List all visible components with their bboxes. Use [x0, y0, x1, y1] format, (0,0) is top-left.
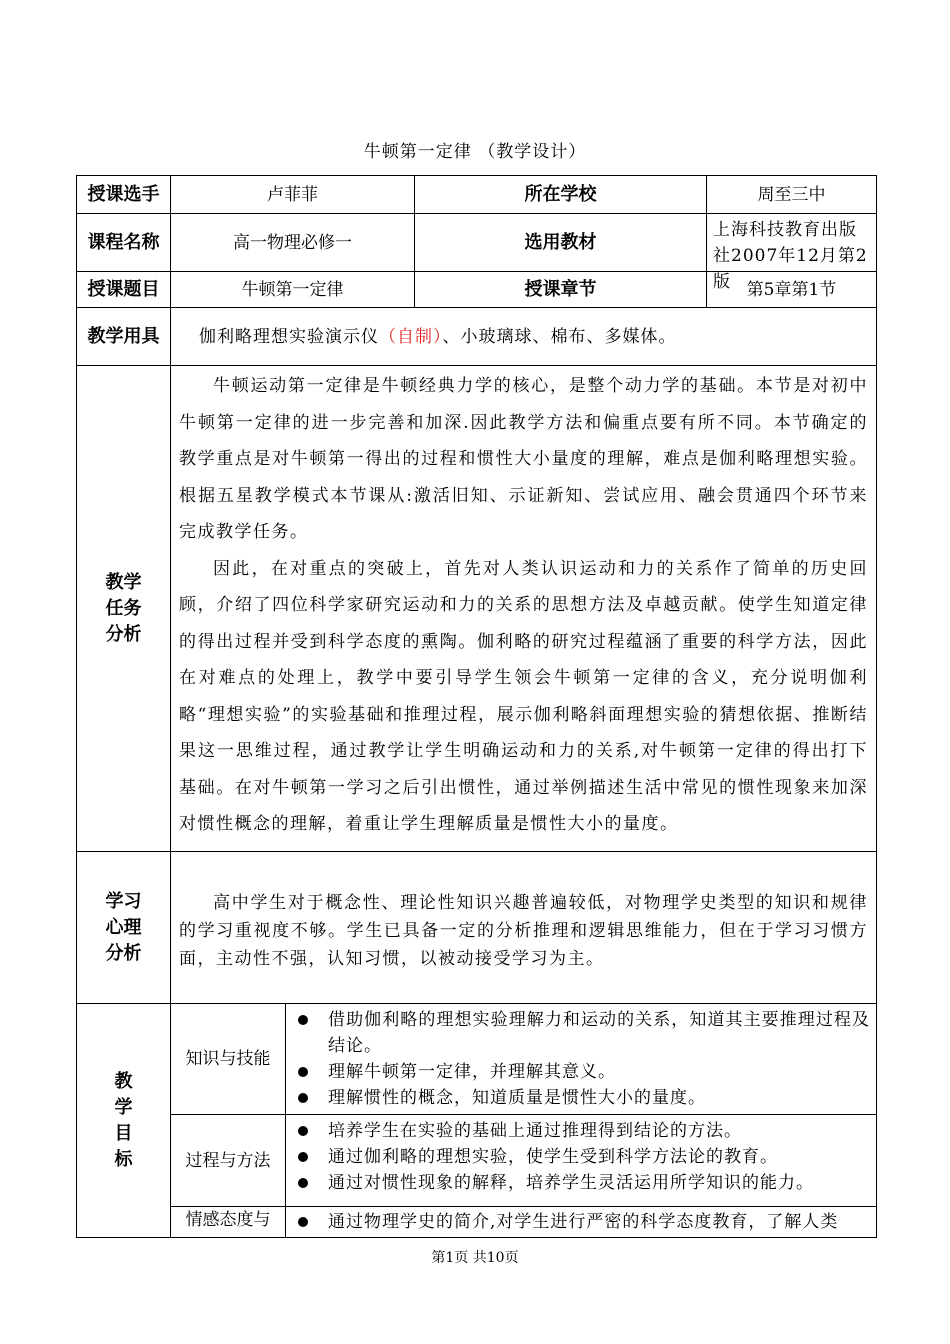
task-paragraph-2: 因此，在对重点的突破上，首先对人类认识运动和力的关系作了简单的历史回顾，介绍了四位科学家研究运动和力的关系的思想方法及卓越贡献。使学生知道定律的得出过程并受到科学态度的熏陶。伽利略的研究过程蕴涵了重要的科学方法，因此在对难点的处理上，教学中要引导学生领会牛顿第一定律的含义，充分说明伽利略“理想实验”的实验基础和推理过程，展示伽利略斜面理想实验的猜想依据、推断结果这一思维过程，通过教学让学生明确运动和力的关系,对牛顿第一定律的得出打下基础。在对牛顿第一学习之后引出惯性，通过举例描述生活中常见的惯性现象来加深对惯性概念的理解，着重让学生理解质量是惯性大小的量度。 — [179, 558, 868, 834]
list-item: 通过物理学史的简介,对学生进行严密的科学态度教育，了解人类 — [294, 1209, 870, 1235]
value-school: 周至三中 — [707, 176, 877, 214]
list-item: 理解牛顿第一定律，并理解其意义。 — [294, 1059, 870, 1085]
label-textbook: 选用教材 — [415, 214, 707, 272]
row-topic — [77, 272, 877, 308]
document-title: 牛顿第一定律 （教学设计） — [363, 142, 587, 162]
row-task-analysis — [77, 366, 877, 852]
list-item: 借助伽利略的理想实验理解力和运动的关系，知道其主要推理过程及结论。 — [294, 1007, 870, 1059]
label-course: 课程名称 — [77, 214, 171, 272]
value-chapter: 第5章第1节 — [707, 272, 877, 308]
bullet-icon — [298, 1015, 308, 1025]
label-chapter: 授课章节 — [415, 272, 707, 308]
psych-paragraph: 高中学生对于概念性、理论性知识兴趣普遍较低，对物理学史类型的知识和规律的学习重视度不够。学生已具备一定的分析推理和逻辑思维能力，但在于学习习惯方面，主动性不强，认知习惯，以被动接受学习为主。 — [179, 892, 868, 969]
label-topic: 授课题目 — [77, 272, 171, 308]
list-item: 通过伽利略的理想实验，使学生受到科学方法论的教育。 — [294, 1144, 870, 1170]
knowledge-goals-list — [286, 1004, 876, 1114]
value-course: 高一物理必修一 — [171, 214, 415, 272]
row-goal-process — [77, 1115, 877, 1207]
value-textbook: 上海科技教育出版社2007年12月第2版 — [713, 219, 868, 292]
label-emotion-attitude: 情感态度与 — [171, 1207, 286, 1238]
value-teacher: 卢菲菲 — [171, 176, 415, 214]
list-item: 理解惯性的概念，知道质量是惯性大小的量度。 — [294, 1085, 870, 1111]
bullet-icon — [298, 1178, 308, 1188]
value-tools-cell — [171, 308, 877, 366]
bullet-icon — [298, 1217, 308, 1227]
row-course — [77, 214, 877, 272]
row-goal-emotion — [77, 1207, 877, 1238]
bullet-icon — [298, 1152, 308, 1162]
row-psych-analysis — [77, 852, 877, 1004]
tools-text-rest: 、小玻璃球、棉布、多媒体。 — [442, 326, 677, 347]
bullet-icon — [298, 1067, 308, 1077]
lesson-plan-table — [76, 175, 877, 1238]
bullet-icon — [298, 1093, 308, 1103]
list-item: 通过对惯性现象的解释，培养学生灵活运用所学知识的能力。 — [294, 1170, 870, 1196]
value-tools — [171, 324, 876, 350]
emotion-goals-list — [286, 1207, 876, 1235]
label-teaching-goals: 教 学 目 标 — [77, 1004, 171, 1238]
label-knowledge-skills: 知识与技能 — [171, 1004, 286, 1115]
label-task-analysis: 教学 任务 分析 — [77, 366, 171, 852]
process-goals-list — [286, 1115, 876, 1199]
bullet-icon — [298, 1126, 308, 1136]
row-tools — [77, 308, 877, 366]
process-goals-cell — [286, 1115, 877, 1207]
label-psych-analysis: 学习 心理 分析 — [77, 852, 171, 1004]
label-teacher: 授课选手 — [77, 176, 171, 214]
row-teacher — [77, 176, 877, 214]
label-school: 所在学校 — [415, 176, 707, 214]
page-footer: 第1页 共10页 — [431, 1250, 519, 1266]
list-item: 培养学生在实验的基础上通过推理得到结论的方法。 — [294, 1118, 870, 1144]
psych-analysis-cell — [171, 852, 877, 1004]
row-goal-knowledge — [77, 1004, 877, 1115]
knowledge-goals-cell — [286, 1004, 877, 1115]
value-topic: 牛顿第一定律 — [171, 272, 415, 308]
label-tools: 教学用具 — [77, 308, 171, 366]
emotion-goals-cell — [286, 1207, 877, 1238]
tools-self-made-note: （自制） — [379, 326, 443, 347]
task-analysis-cell — [171, 366, 877, 852]
task-paragraph-1: 牛顿运动第一定律是牛顿经典力学的核心，是整个动力学的基础。本节是对初中牛顿第一定律的进一步完善和加深.因此教学方法和偏重点要有所不同。本节确定的教学重点是对牛顿第一得出的过程和惯性大小量度的理解，难点是伽利略理想实验。根据五星教学模式本节课从:激活旧知、示证新知、尝试应用、融会贯通四个环节来完成教学任务。 — [179, 376, 868, 542]
tools-text: 伽利略理想实验演示仪 — [199, 326, 379, 347]
label-process-methods: 过程与方法 — [171, 1115, 286, 1207]
